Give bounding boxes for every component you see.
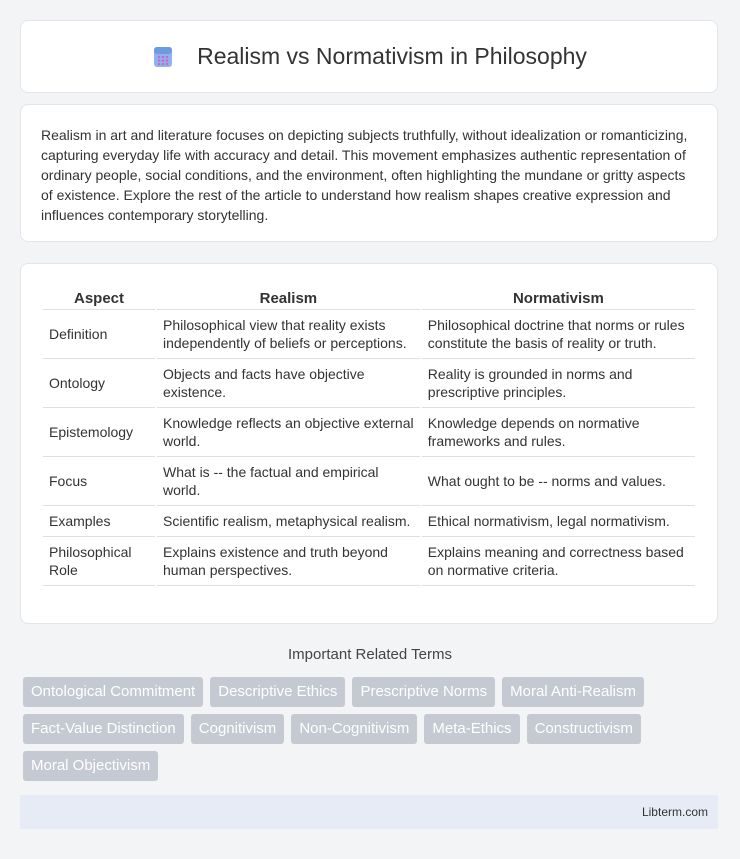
- aspect-cell: Epistemology: [43, 408, 155, 457]
- footer-brand-link[interactable]: Libterm.com: [641, 805, 708, 819]
- comparison-card: [20, 263, 718, 624]
- tag-cognitivism[interactable]: Cognitivism: [191, 714, 285, 744]
- tag-moral-anti-realism[interactable]: Moral Anti-Realism: [502, 677, 644, 707]
- related-terms-heading: Important Related Terms: [288, 646, 452, 663]
- tag-ontological-commitment[interactable]: Ontological Commitment: [23, 677, 203, 707]
- normativism-cell: Reality is grounded in norms and prescriptive principles.: [422, 359, 695, 408]
- tag-prescriptive-norms[interactable]: Prescriptive Norms: [352, 677, 495, 707]
- title-card: [20, 20, 718, 93]
- aspect-cell: Focus: [43, 457, 155, 506]
- normativism-cell: Ethical normativism, legal normativism.: [422, 506, 695, 537]
- intro-text: Realism in art and literature focuses on depicting subjects truthfully, without idealization or romanticizing, capturing everyday life with accuracy and detail. This movement emphasizes authentic representation of ordinary people, social conditions, and the environment, often highlighting the mundane or gritty aspects of existence. Explore the rest of the article to understand how realism shapes creative expression and influences contemporary storytelling.: [41, 127, 688, 223]
- normativism-cell: Philosophical doctrine that norms or rules constitute the basis of reality or truth.: [422, 310, 695, 359]
- related-terms-list: [23, 677, 693, 781]
- aspect-cell: Definition: [43, 310, 155, 359]
- footer: [20, 795, 718, 829]
- column-header-aspect: Aspect: [43, 286, 155, 310]
- normativism-cell: Knowledge depends on normative frameworks and rules.: [422, 408, 695, 457]
- realism-cell: What is -- the factual and empirical world.: [157, 457, 420, 506]
- table-row: [43, 506, 695, 537]
- realism-cell: Explains existence and truth beyond human perspectives.: [157, 537, 420, 586]
- calculator-icon: [151, 45, 175, 69]
- page-title: Realism vs Normativism in Philosophy: [197, 43, 587, 69]
- normativism-cell: Explains meaning and correctness based on normative criteria.: [422, 537, 695, 586]
- table-row: [43, 537, 695, 586]
- aspect-cell: Examples: [43, 506, 155, 537]
- intro-card: [20, 104, 718, 242]
- column-header-realism: Realism: [157, 286, 420, 310]
- realism-cell: Knowledge reflects an objective external world.: [157, 408, 420, 457]
- tag-descriptive-ethics[interactable]: Descriptive Ethics: [210, 677, 345, 707]
- aspect-cell: Ontology: [43, 359, 155, 408]
- tag-non-cognitivism[interactable]: Non-Cognitivism: [291, 714, 417, 744]
- column-header-normativism: Normativism: [422, 286, 695, 310]
- table-row: [43, 408, 695, 457]
- realism-cell: Philosophical view that reality exists independently of beliefs or perceptions.: [157, 310, 420, 359]
- table-row: [43, 359, 695, 408]
- realism-cell: Scientific realism, metaphysical realism.: [157, 506, 420, 537]
- tag-moral-objectivism[interactable]: Moral Objectivism: [23, 751, 158, 781]
- table-header-row: [43, 286, 695, 310]
- table-row: [43, 310, 695, 359]
- tag-meta-ethics[interactable]: Meta-Ethics: [424, 714, 519, 744]
- aspect-cell: Philosophical Role: [43, 537, 155, 586]
- comparison-table: [41, 286, 697, 586]
- tag-constructivism[interactable]: Constructivism: [527, 714, 641, 744]
- normativism-cell: What ought to be -- norms and values.: [422, 457, 695, 506]
- tag-fact-value-distinction[interactable]: Fact-Value Distinction: [23, 714, 184, 744]
- realism-cell: Objects and facts have objective existence.: [157, 359, 420, 408]
- table-row: [43, 457, 695, 506]
